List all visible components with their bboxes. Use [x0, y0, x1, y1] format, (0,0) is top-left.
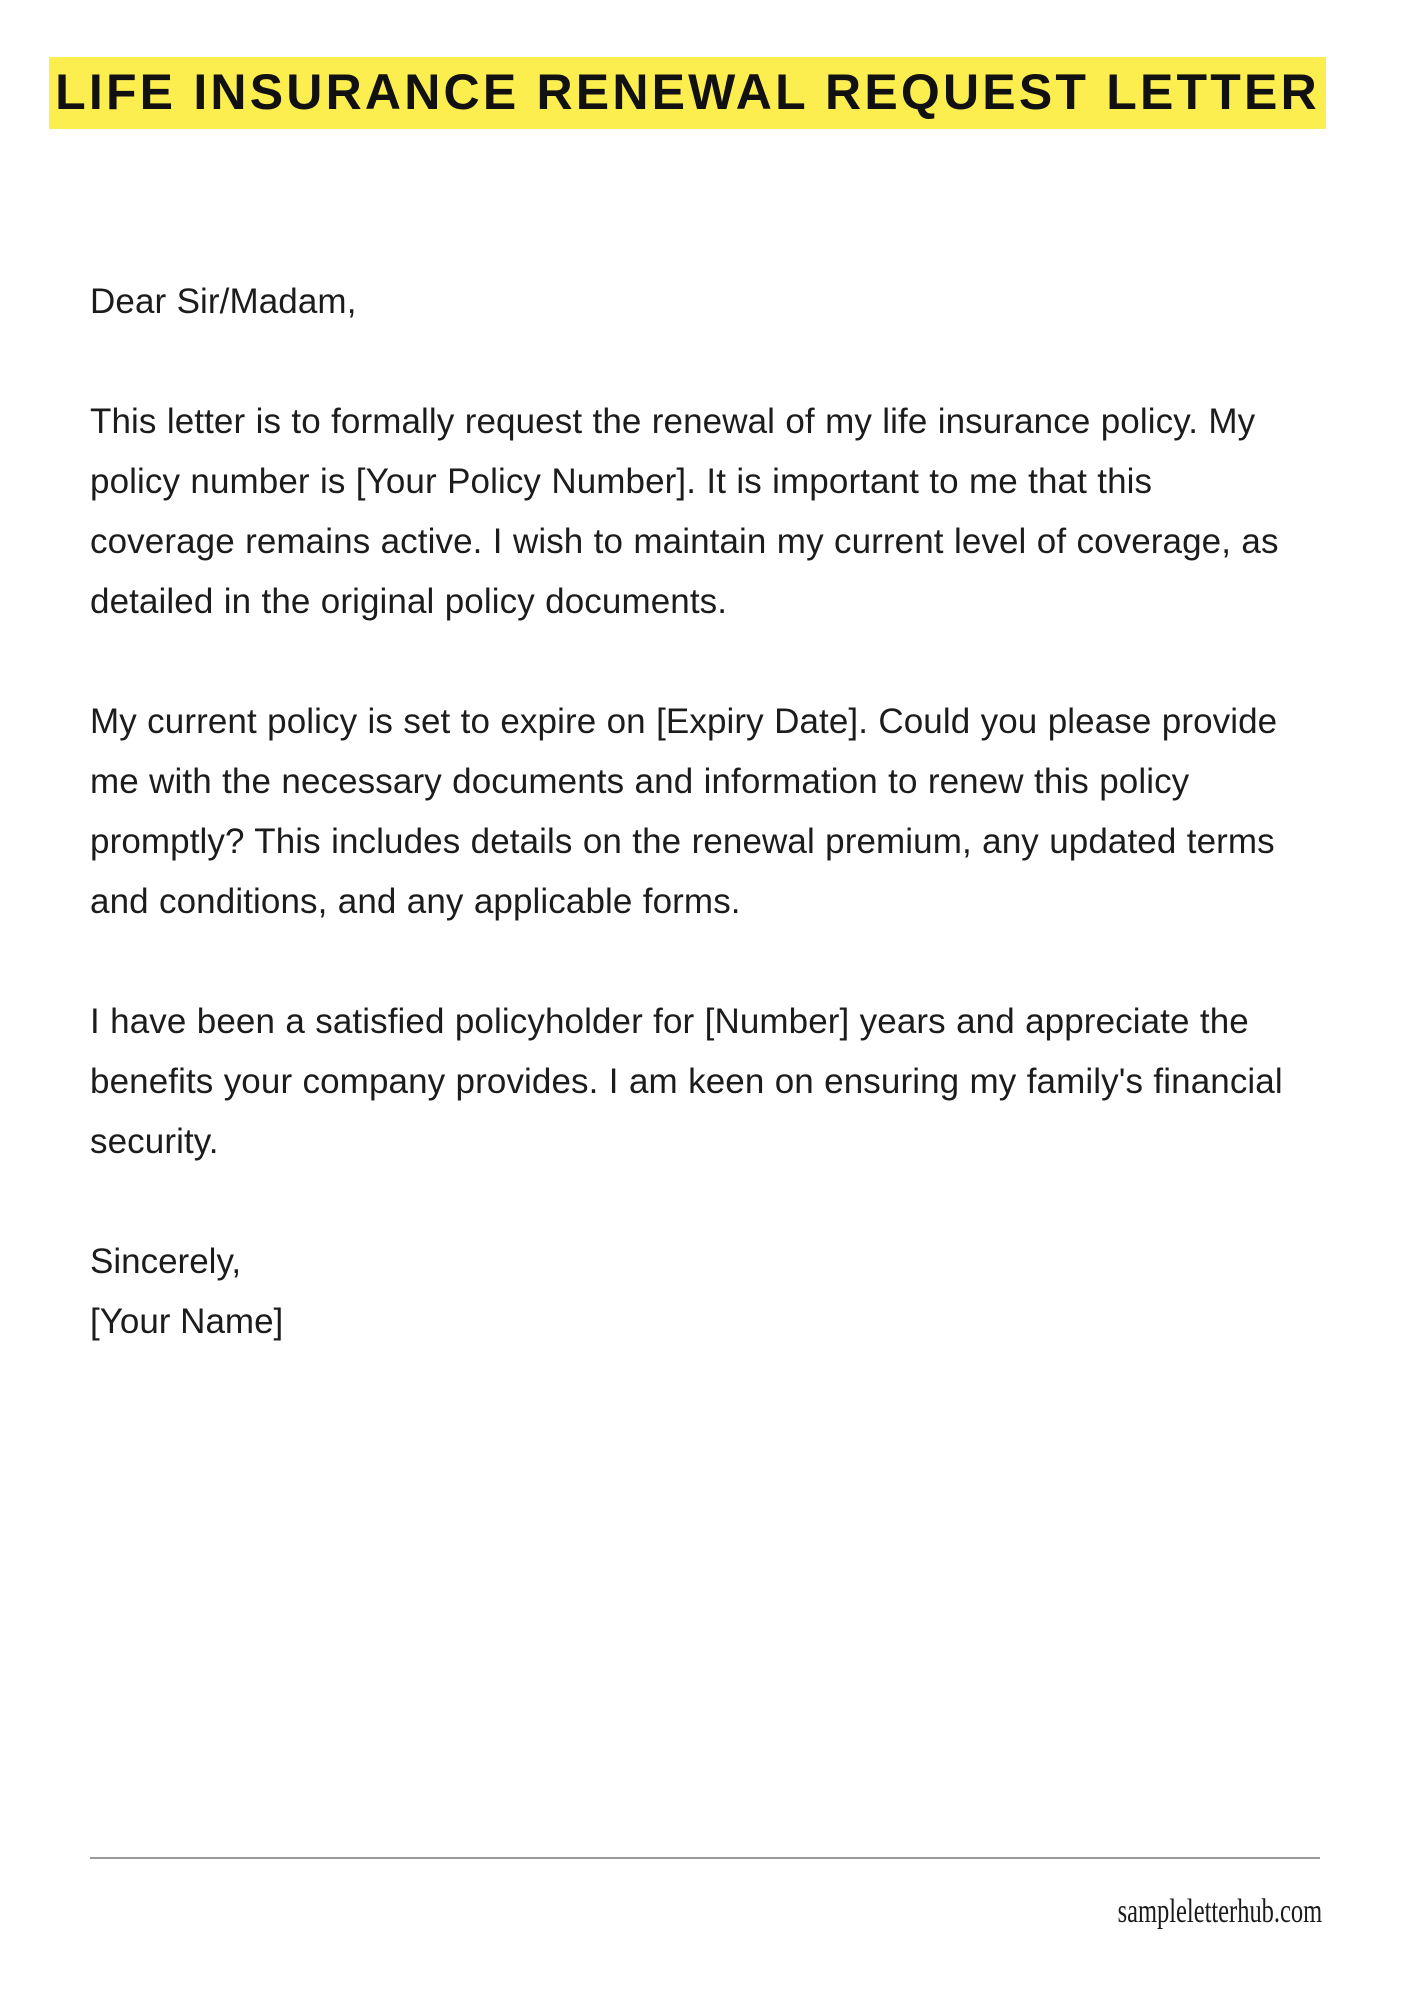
paragraph-2: My current policy is set to expire on [Expiry Date]. Could you please provide me with the necessary documents and information to renew this policy promptly? This includes details on the renewal premium, any updated terms and conditions, and any applicable forms. — [90, 702, 1278, 921]
paragraph-1: This letter is to formally request the renewal of my life insurance policy. My policy number is [Your Policy Number]. It is important to me that this coverage remains active. I wish to maintain my current level of coverage, as detailed in the original policy documents. — [90, 402, 1279, 621]
page-title-text: LIFE INSURANCE RENEWAL REQUEST LETTER — [49, 57, 1326, 129]
paragraph-3: I have been a satisfied policyholder for [Number] years and appreciate the benefits your company provides. I am keen on ensuring my family's financial security. — [90, 1002, 1283, 1161]
letter-body — [90, 272, 1290, 1352]
closing: Sincerely, — [90, 1242, 242, 1281]
signature-name: [Your Name] — [90, 1302, 284, 1341]
footer-divider — [90, 1857, 1320, 1859]
page-title — [45, 58, 1330, 126]
salutation: Dear Sir/Madam, — [90, 282, 357, 321]
footer-website: sampleletterhub.com — [1117, 1893, 1322, 1930]
